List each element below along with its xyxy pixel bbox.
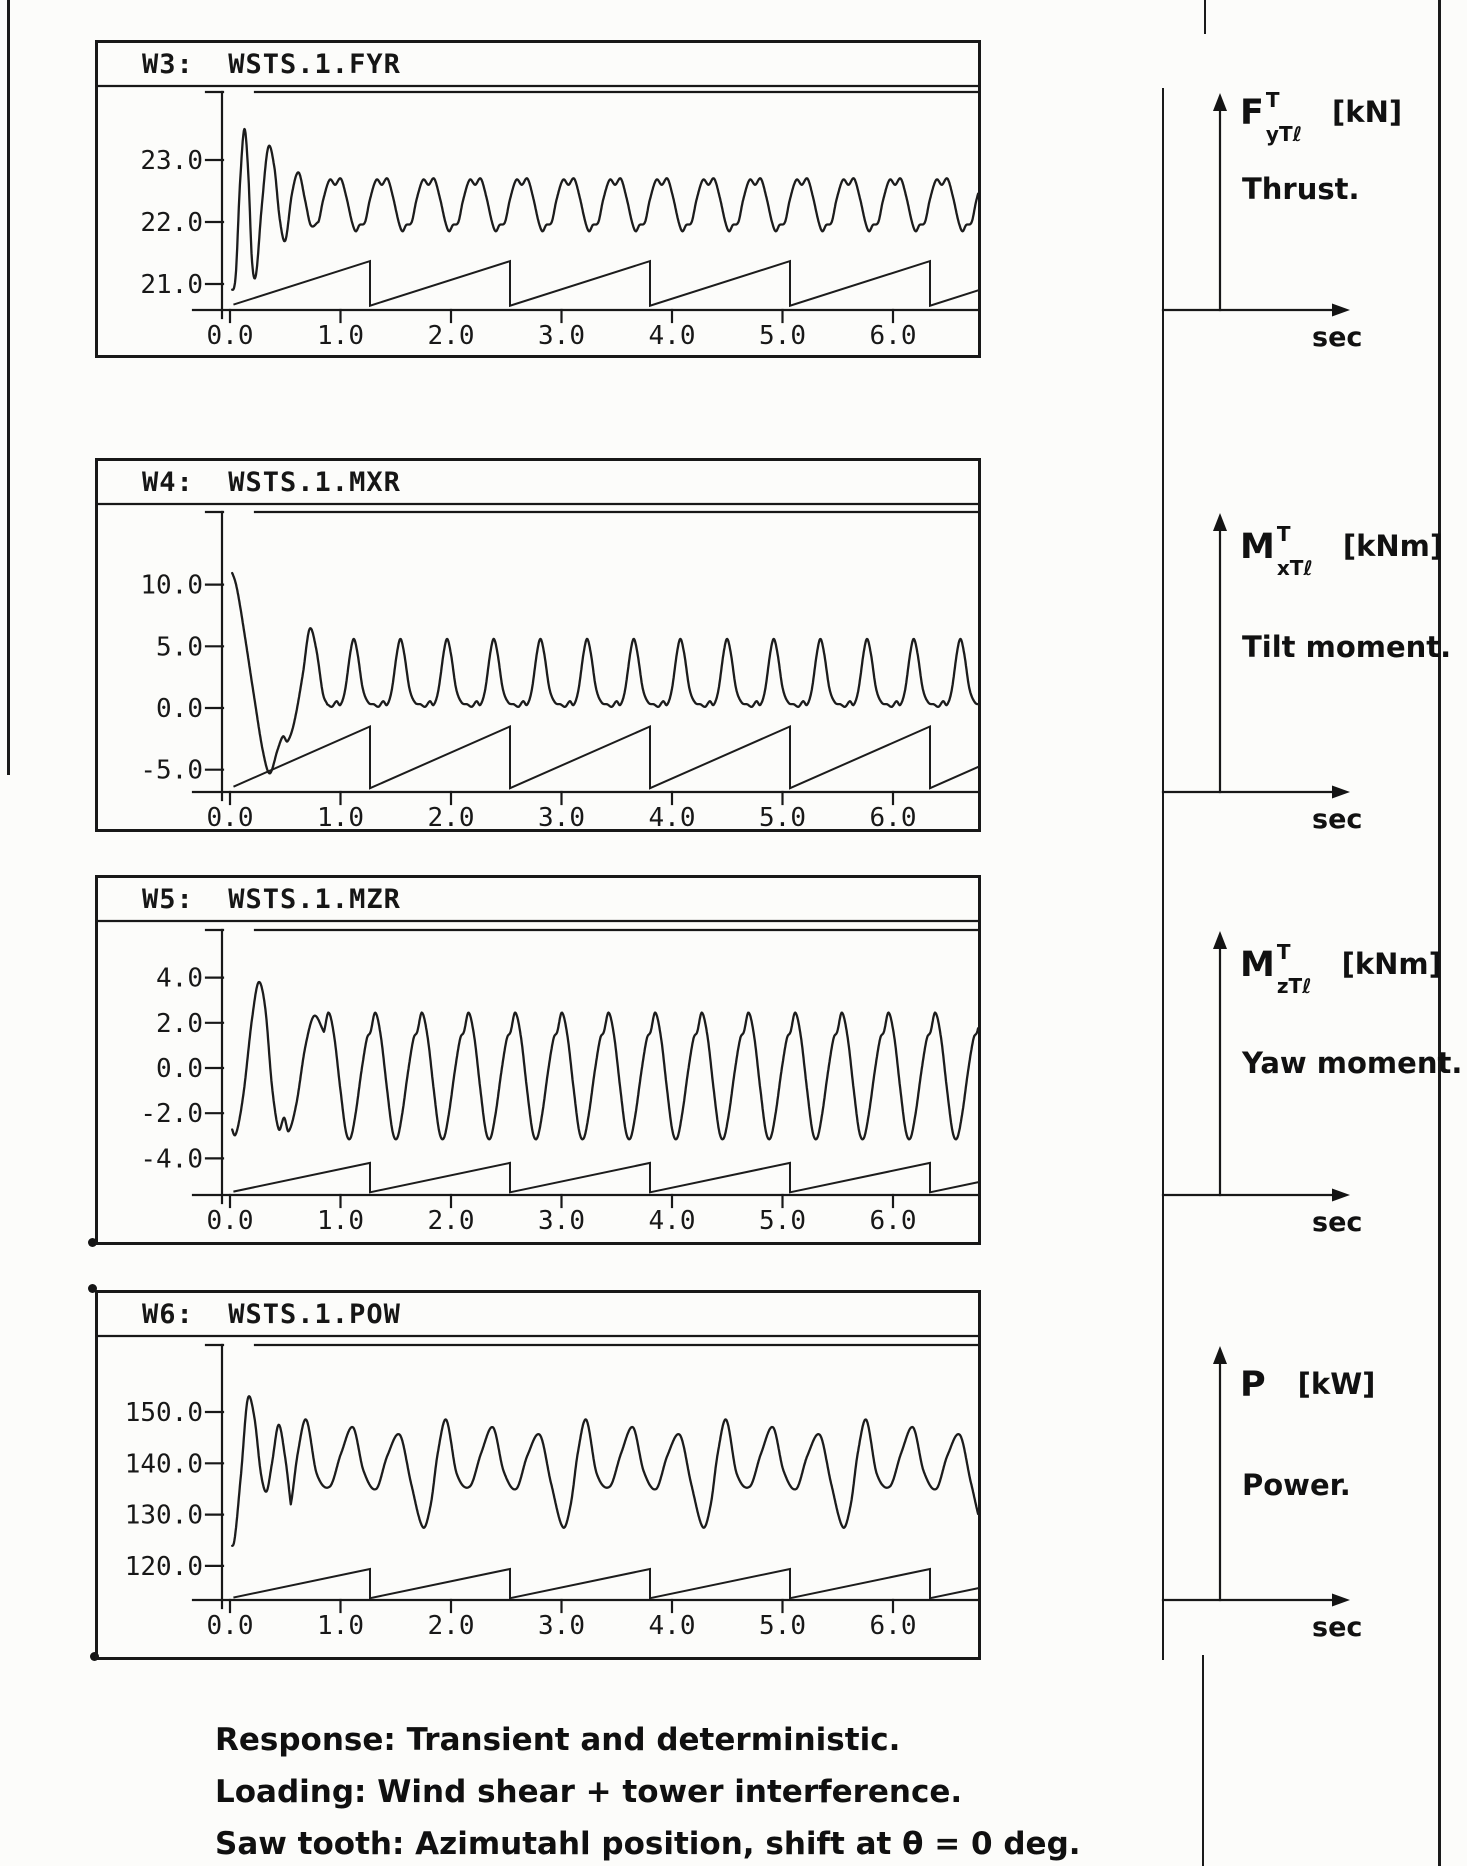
x-tick-label: 4.0 [648, 1611, 696, 1641]
up-arrow-icon [1213, 1346, 1227, 1364]
quantity-unit: [kNm] [1341, 947, 1442, 981]
caption-response: Response: Transient and deterministic. [215, 1722, 901, 1758]
x-tick-label: 0.0 [206, 1611, 254, 1641]
right-arrow-icon [1332, 304, 1350, 317]
panel-title-w4: W4: WSTS.1.MXR [142, 467, 401, 498]
x-tick-label: 2.0 [427, 803, 475, 833]
x-tick-label: 2.0 [427, 321, 475, 351]
y-tick-label: 0.0 [156, 1054, 203, 1084]
right-arrow-icon [1332, 1594, 1350, 1607]
x-tick-label: 4.0 [648, 321, 696, 351]
quantity-scripts [1266, 90, 1302, 144]
y-tick-label: -2.0 [140, 1099, 203, 1130]
quantity-unit: [kW] [1297, 1367, 1376, 1401]
quantity-scripts [1277, 524, 1313, 578]
x-tick-label: 1.0 [317, 803, 364, 833]
quantity-subscript: zTℓ [1276, 974, 1312, 998]
x-tick-label: 4.0 [648, 1206, 696, 1236]
quantity-desc-thrust: Thrust. [1242, 172, 1360, 206]
panel-title-w6: W6: WSTS.1.POW [142, 1299, 401, 1330]
quantity-superscript: T [1276, 940, 1291, 964]
x-tick-label: 5.0 [759, 1611, 806, 1641]
y-tick-label: 130.0 [124, 1500, 203, 1531]
x-tick-label: 3.0 [538, 1611, 585, 1641]
x-tick-label: 5.0 [759, 803, 806, 833]
panel-title-w5: W5: WSTS.1.MZR [142, 884, 401, 915]
bottom-right-rule [1202, 1655, 1204, 1866]
y-tick-label: -4.0 [140, 1144, 203, 1175]
y-tick-label: 22.0 [140, 208, 203, 238]
quantity-unit: [kN] [1332, 95, 1403, 129]
quantity-subscript: xTℓ [1276, 556, 1313, 580]
top-right-rule [1204, 0, 1206, 34]
right-arrow-icon [1332, 1189, 1350, 1202]
azimuth-sawtooth-curve [234, 1163, 978, 1192]
sec-label-w5: sec [1312, 1207, 1363, 1238]
y-tick-label: 120.0 [124, 1551, 203, 1582]
quantity-superscript: T [1276, 522, 1291, 546]
y-tick-label: 150.0 [124, 1398, 203, 1428]
azimuth-sawtooth-curve [234, 1569, 978, 1598]
y-tick-label: 140.0 [124, 1449, 203, 1480]
x-tick-label: 6.0 [869, 321, 917, 351]
quantity-symbol: M [1240, 527, 1275, 567]
panel-title-w3: W3: WSTS.1.FYR [142, 49, 401, 80]
x-tick-label: 2.0 [427, 1611, 475, 1641]
page-border-right [1438, 0, 1441, 1866]
quantity-symbol: P [1240, 1365, 1266, 1405]
sec-label-w4: sec [1312, 804, 1363, 835]
plot-svg-w5 [95, 875, 1365, 1249]
x-tick-label: 6.0 [869, 803, 917, 833]
panel-border [97, 877, 980, 1244]
azimuth-sawtooth-curve [234, 727, 978, 789]
up-arrow-icon [1213, 93, 1227, 111]
plot-svg-w4 [95, 458, 1365, 836]
caption-loading: Loading: Wind shear + tower interference. [215, 1774, 963, 1810]
x-tick-label: 3.0 [538, 1206, 585, 1236]
y-tick-label: 10.0 [140, 570, 203, 601]
quantity-subscript: yTℓ [1265, 122, 1303, 146]
quantity-label-power [1240, 1365, 1376, 1405]
azimuth-sawtooth-curve [234, 261, 978, 306]
x-tick-label: 3.0 [538, 321, 585, 351]
right-arrow-icon [1332, 786, 1350, 799]
sec-label-w3: sec [1312, 322, 1363, 353]
response-curve [232, 129, 978, 290]
sec-label-w6: sec [1312, 1612, 1363, 1643]
plot-svg-w6 [95, 1290, 1365, 1664]
quantity-symbol: F [1240, 93, 1264, 133]
y-tick-label: 5.0 [156, 632, 203, 663]
quantity-desc-yaw: Yaw moment. [1242, 1046, 1463, 1080]
x-tick-label: 5.0 [759, 321, 806, 351]
y-tick-label: 0.0 [156, 694, 203, 724]
response-curve [232, 982, 978, 1139]
response-curve [232, 573, 978, 773]
x-tick-label: 2.0 [427, 1206, 475, 1236]
x-tick-label: 0.0 [206, 321, 254, 351]
x-tick-label: 4.0 [648, 803, 696, 833]
response-curve [232, 1396, 978, 1546]
plot-svg-w3 [95, 40, 1365, 362]
quantity-superscript: T [1265, 88, 1280, 112]
x-tick-label: 0.0 [206, 1206, 254, 1236]
up-arrow-icon [1213, 931, 1227, 949]
quantity-unit: [kNm] [1342, 529, 1444, 563]
x-tick-label: 1.0 [317, 1206, 364, 1236]
x-tick-label: 1.0 [317, 1611, 364, 1641]
x-tick-label: 6.0 [869, 1206, 917, 1236]
page-border-left [7, 0, 10, 775]
x-tick-label: 5.0 [759, 1206, 806, 1236]
x-tick-label: 6.0 [869, 1611, 917, 1641]
quantity-label-tilt [1240, 522, 1444, 580]
x-tick-label: 3.0 [538, 803, 585, 833]
y-tick-label: -5.0 [140, 755, 203, 786]
x-tick-label: 1.0 [317, 321, 364, 351]
x-tick-label: 0.0 [206, 803, 254, 833]
quantity-symbol: M [1240, 945, 1275, 985]
quantity-desc-power: Power. [1242, 1468, 1351, 1502]
quantity-label-thrust [1240, 88, 1403, 146]
y-tick-label: 23.0 [140, 146, 203, 176]
quantity-desc-tilt: Tilt moment. [1242, 630, 1452, 664]
caption-sawtooth: Saw tooth: Azimutahl position, shift at θ = 0 deg. [215, 1826, 1081, 1862]
quantity-label-yaw [1240, 940, 1442, 998]
y-tick-label: 4.0 [156, 963, 203, 994]
y-tick-label: 21.0 [140, 270, 203, 300]
y-tick-label: 2.0 [156, 1008, 203, 1039]
up-arrow-icon [1213, 513, 1227, 531]
quantity-scripts [1277, 942, 1312, 996]
